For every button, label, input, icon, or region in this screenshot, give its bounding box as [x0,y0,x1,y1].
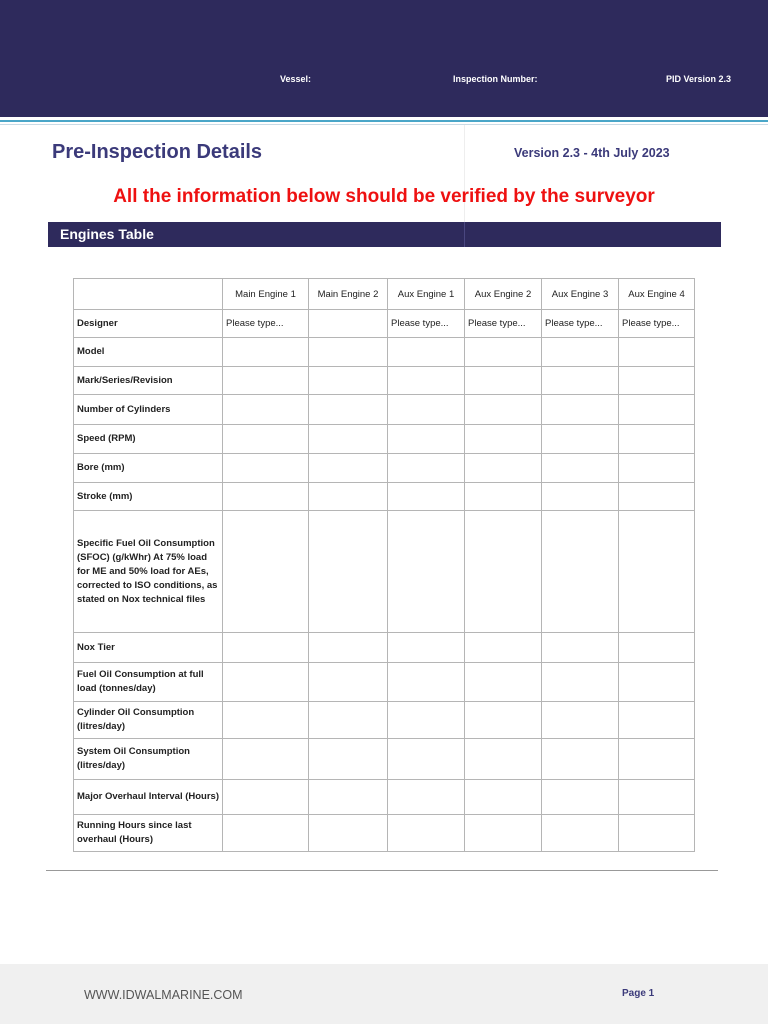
input-cell[interactable] [388,367,465,395]
input-cell[interactable] [542,454,619,483]
input-cell[interactable] [388,454,465,483]
pid-version-label: PID Version 2.3 [666,74,732,84]
row-label: Nox Tier [74,633,223,663]
input-cell[interactable] [619,454,695,483]
row-label: Cylinder Oil Consumption (litres/day) [74,702,223,739]
input-cell[interactable] [542,367,619,395]
input-cell[interactable] [309,815,388,852]
input-cell[interactable] [388,739,465,780]
input-cell[interactable] [619,483,695,511]
input-cell[interactable] [619,702,695,739]
input-cell[interactable] [619,739,695,780]
input-cell[interactable] [309,395,388,425]
input-cell[interactable] [309,454,388,483]
column-header: Main Engine 1 [223,279,309,310]
table-row [74,395,695,425]
section-divider [464,222,465,247]
table-row [74,663,695,702]
row-label: Designer [74,310,223,338]
table-row [74,483,695,511]
input-cell[interactable] [388,663,465,702]
input-cell[interactable] [542,511,619,633]
input-cell[interactable] [465,780,542,815]
input-cell[interactable] [619,663,695,702]
input-cell[interactable] [309,780,388,815]
input-cell[interactable] [465,702,542,739]
table-row [74,780,695,815]
column-header: Aux Engine 3 [542,279,619,310]
website-link[interactable]: WWW.IDWALMARINE.COM [84,988,243,1002]
version-text: Version 2.3 - 4th July 2023 [514,146,670,160]
input-cell[interactable] [465,425,542,454]
input-cell[interactable] [465,483,542,511]
input-cell[interactable] [465,367,542,395]
input-cell[interactable] [223,338,309,367]
input-cell[interactable] [619,338,695,367]
header-band [0,0,768,117]
input-cell[interactable]: Please type... [223,310,309,338]
input-cell[interactable] [619,425,695,454]
table-row [74,338,695,367]
input-cell[interactable] [542,663,619,702]
table-row [74,511,695,633]
input-cell[interactable] [465,511,542,633]
input-cell[interactable] [388,483,465,511]
input-cell[interactable]: Please type... [619,310,695,338]
inspection-number-label: Inspection Number: [453,74,538,84]
input-cell[interactable] [542,425,619,454]
table-header-row [74,279,695,310]
input-cell[interactable] [619,395,695,425]
row-label: Mark/Series/Revision [74,367,223,395]
input-cell[interactable] [223,739,309,780]
input-cell[interactable]: Please type... [465,310,542,338]
header-divider [0,120,768,122]
table-row [74,815,695,852]
input-cell[interactable] [309,483,388,511]
input-cell[interactable] [619,780,695,815]
input-cell[interactable] [619,511,695,633]
input-cell[interactable] [223,780,309,815]
column-header: Aux Engine 1 [388,279,465,310]
row-label: System Oil Consumption (litres/day) [74,739,223,780]
input-cell[interactable] [309,633,388,663]
input-cell[interactable] [388,338,465,367]
column-header: Aux Engine 4 [619,279,695,310]
row-label: Fuel Oil Consumption at full load (tonnes/day) [74,663,223,702]
input-cell[interactable] [309,511,388,633]
input-cell[interactable] [388,702,465,739]
section-header [48,222,721,247]
section-title: Engines Table [60,226,154,242]
table-row [74,310,695,338]
input-cell[interactable] [619,815,695,852]
column-header: Main Engine 2 [309,279,388,310]
input-cell[interactable] [388,780,465,815]
verification-warning: All the information below should be verified by the surveyor [113,186,655,207]
header-corner-cell [74,279,223,310]
input-cell[interactable] [465,663,542,702]
input-cell[interactable] [542,815,619,852]
table-row [74,367,695,395]
input-cell[interactable] [542,483,619,511]
input-cell[interactable] [619,633,695,663]
input-cell[interactable] [223,367,309,395]
input-cell[interactable] [309,338,388,367]
input-cell[interactable] [619,367,695,395]
header-divider-thin [0,124,768,125]
input-cell[interactable] [465,739,542,780]
input-cell[interactable] [223,663,309,702]
table-row [74,702,695,739]
input-cell[interactable] [465,815,542,852]
input-cell[interactable] [309,310,388,338]
input-cell[interactable] [309,739,388,780]
vessel-label: Vessel: [280,74,312,84]
input-cell[interactable]: Please type... [388,310,465,338]
input-cell[interactable] [465,338,542,367]
input-cell[interactable] [223,483,309,511]
input-cell[interactable] [542,395,619,425]
row-label: Number of Cylinders [74,395,223,425]
input-cell[interactable] [388,815,465,852]
input-cell[interactable] [309,367,388,395]
input-cell[interactable] [542,739,619,780]
row-label: Running Hours since last overhaul (Hours) [74,815,223,852]
row-label: Specific Fuel Oil Consumption (SFOC) (g/kWhr) At 75% load for ME and 50% load for AEs, corrected to ISO conditions, as stated on Nox technical files [74,511,223,633]
table-row [74,454,695,483]
table-row [74,739,695,780]
input-cell[interactable] [223,425,309,454]
input-cell[interactable] [223,395,309,425]
input-cell[interactable] [542,633,619,663]
bottom-divider [46,870,718,871]
input-cell[interactable] [223,702,309,739]
engines-table [73,278,695,852]
footer [0,964,768,1024]
row-label: Speed (RPM) [74,425,223,454]
page-title: Pre-Inspection Details [52,141,263,163]
table-row [74,633,695,663]
input-cell[interactable] [542,780,619,815]
input-cell[interactable] [309,425,388,454]
input-cell[interactable] [388,395,465,425]
table-row [74,425,695,454]
input-cell[interactable] [542,702,619,739]
input-cell[interactable] [223,454,309,483]
row-label: Major Overhaul Interval (Hours) [74,780,223,815]
page-number: Page 1 [622,988,655,999]
input-cell[interactable]: Please type... [542,310,619,338]
input-cell[interactable] [465,395,542,425]
input-cell[interactable] [465,633,542,663]
input-cell[interactable] [223,815,309,852]
input-cell[interactable] [223,511,309,633]
column-header: Aux Engine 2 [465,279,542,310]
input-cell[interactable] [388,425,465,454]
input-cell[interactable] [465,454,542,483]
input-cell[interactable] [388,511,465,633]
input-cell[interactable] [309,663,388,702]
input-cell[interactable] [223,633,309,663]
input-cell[interactable] [388,633,465,663]
row-label: Stroke (mm) [74,483,223,511]
row-label: Model [74,338,223,367]
input-cell[interactable] [542,338,619,367]
row-label: Bore (mm) [74,454,223,483]
input-cell[interactable] [309,702,388,739]
